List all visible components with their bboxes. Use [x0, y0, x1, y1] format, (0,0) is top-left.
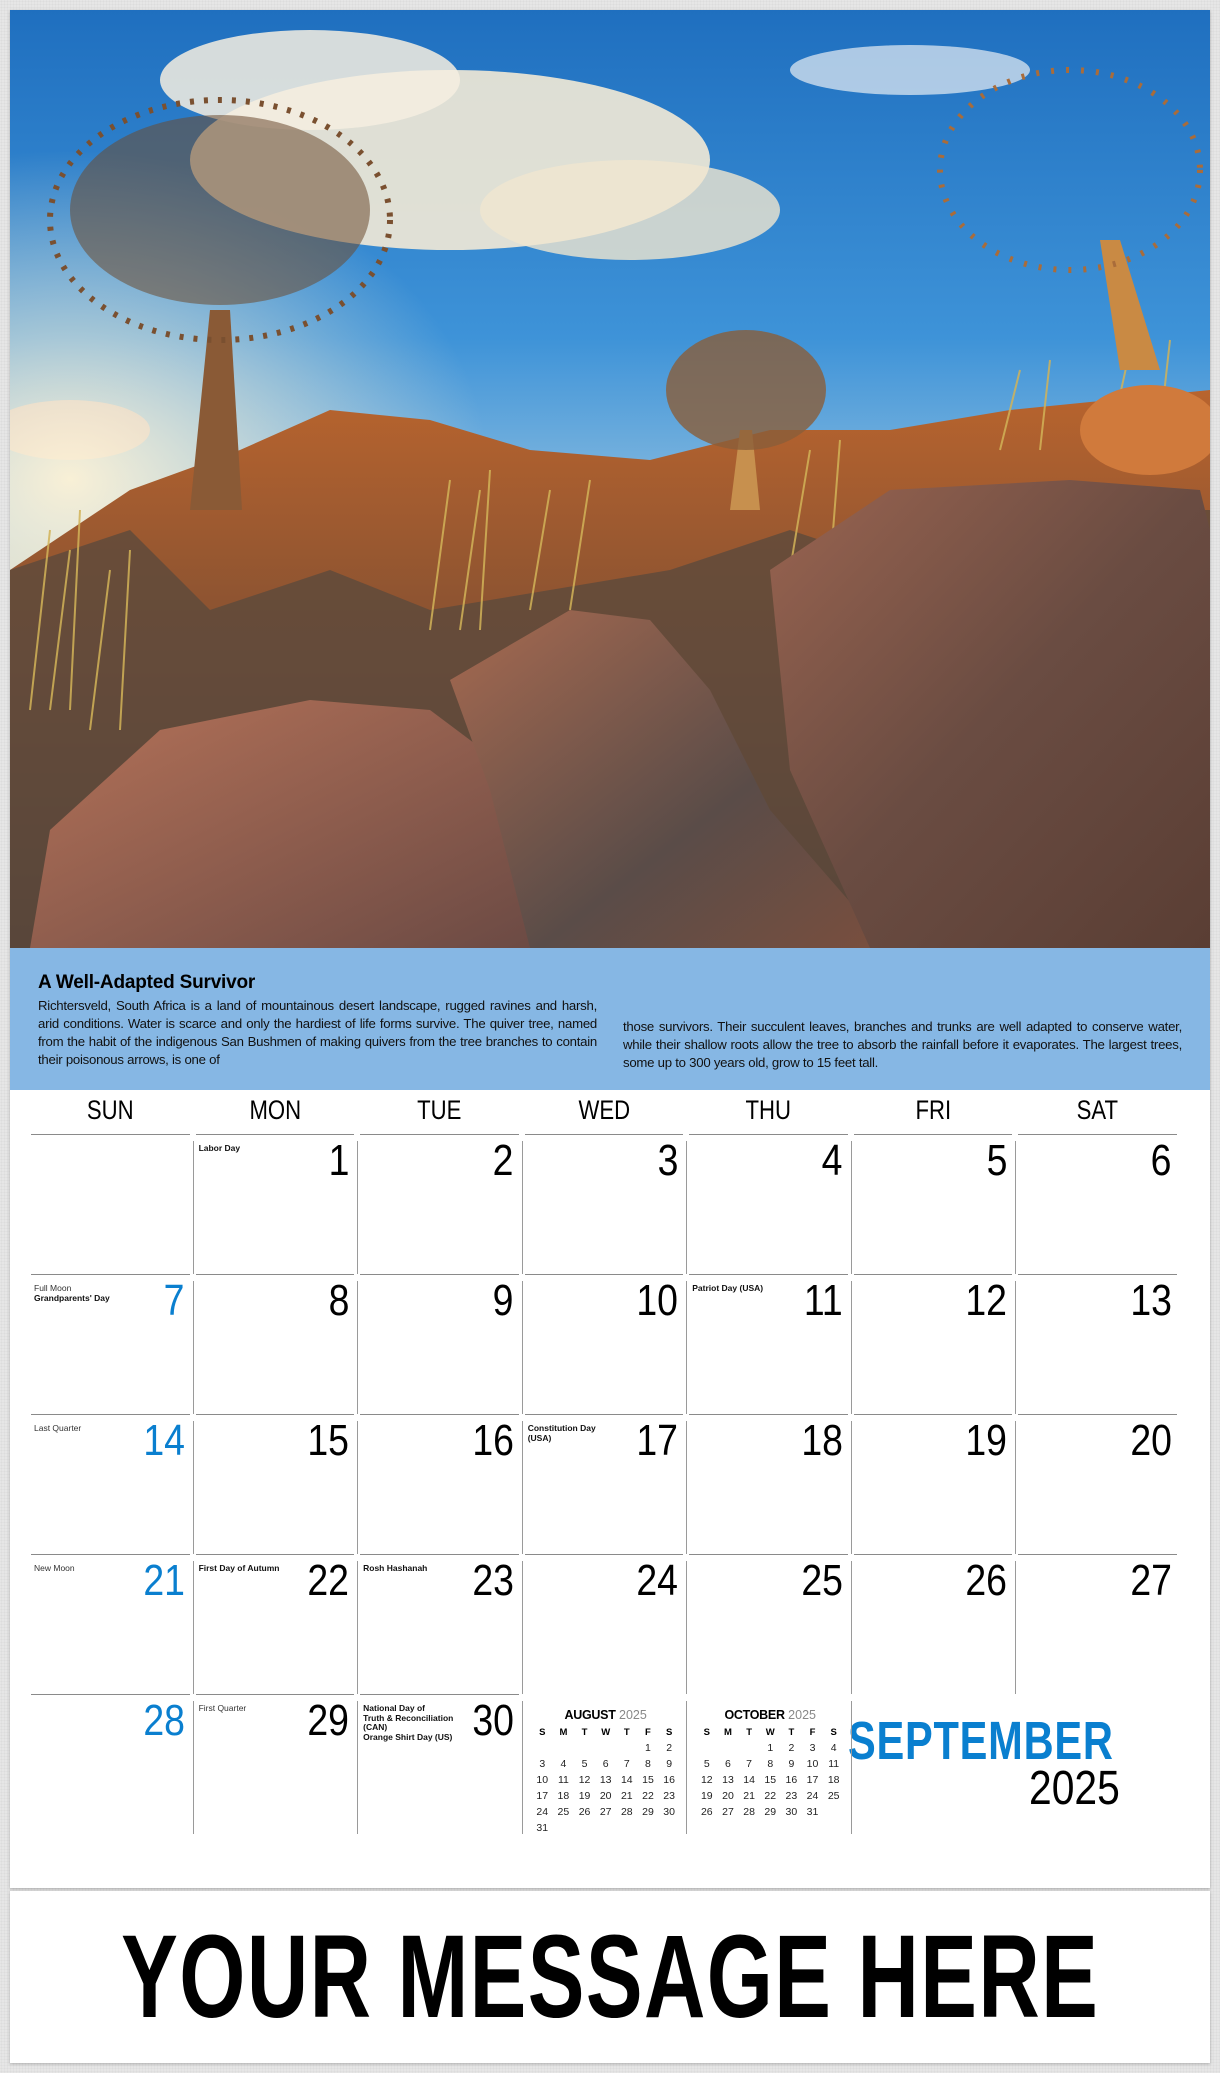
- week-row: [28, 1134, 1180, 1274]
- day-cell[interactable]: [522, 1134, 687, 1274]
- day-number: 23: [472, 1556, 514, 1605]
- caption-text-left: Richtersveld, South Africa is a land of mountainous desert landscape, rugged ravines and harsh, arid conditions. Water is scarce and only the hardiest of life forms survive. The quiver tree, named from the habit of the indigenous San Bushmen of making quivers from the tree branches to contain their poisonous arrows, is one of: [38, 998, 597, 1067]
- day-note: Full Moon Grandparents' Day: [34, 1283, 110, 1303]
- month-title: [847, 1711, 1171, 1815]
- day-number: 16: [472, 1416, 514, 1465]
- day-cell[interactable]: [522, 1274, 687, 1414]
- day-of-week-header: [28, 1092, 1180, 1134]
- day-number: 19: [965, 1416, 1008, 1465]
- mini-calendar-cell: [686, 1694, 851, 1834]
- day-note: First Quarter: [198, 1703, 247, 1713]
- day-number: 18: [801, 1416, 843, 1465]
- day-number: 12: [965, 1276, 1008, 1325]
- day-cell[interactable]: [851, 1274, 1016, 1414]
- day-number: 1: [328, 1136, 350, 1185]
- quiver-tree-scene-illustration: [10, 10, 1210, 948]
- day-number: 11: [803, 1276, 843, 1325]
- advertiser-message-strip: [10, 1891, 1210, 2063]
- day-cell[interactable]: [851, 1414, 1016, 1554]
- month-title-cell: [847, 1694, 1180, 1834]
- dow-mon: MON: [249, 1095, 301, 1125]
- day-number: 22: [307, 1556, 350, 1605]
- day-note: New Moon: [34, 1563, 75, 1573]
- week-row: [28, 1414, 1180, 1554]
- day-note: First Day of Autumn: [198, 1563, 280, 1573]
- caption-text-right: those survivors. Their succulent leaves, branches and trunks are well adapted to conserve water, while their shallow roots allow the tree to absorb the rainfall before it evaporates. The largest trees, some up to 300 years old, grow to 15 feet tall.: [623, 1019, 1182, 1070]
- day-cell[interactable]: [686, 1274, 851, 1414]
- day-cell[interactable]: [357, 1274, 522, 1414]
- dow-fri: FRI: [915, 1095, 951, 1125]
- week-row: [28, 1554, 1180, 1694]
- day-cell[interactable]: [522, 1554, 687, 1694]
- day-number: 29: [307, 1696, 350, 1745]
- caption-title: A Well-Adapted Survivor: [38, 972, 256, 993]
- day-note: Rosh Hashanah: [363, 1563, 428, 1573]
- day-number: 26: [965, 1556, 1008, 1605]
- mini-calendar-october: [696, 1708, 844, 1820]
- day-cell[interactable]: [193, 1554, 358, 1694]
- day-cell[interactable]: [193, 1134, 358, 1274]
- day-cell-empty: [28, 1134, 193, 1274]
- day-number: 17: [636, 1416, 679, 1465]
- day-number: 10: [636, 1276, 679, 1325]
- day-cell[interactable]: [28, 1274, 193, 1414]
- day-number: 5: [986, 1136, 1008, 1185]
- day-number: 20: [1130, 1416, 1172, 1465]
- year-label: 2025: [1029, 1762, 1121, 1815]
- day-cell[interactable]: [28, 1554, 193, 1694]
- day-note: Labor Day: [198, 1143, 241, 1153]
- day-cell[interactable]: [522, 1414, 687, 1554]
- day-cell[interactable]: [357, 1554, 522, 1694]
- day-cell[interactable]: [357, 1134, 522, 1274]
- mini-calendar-title: AUGUST 2025: [564, 1708, 647, 1722]
- day-number: 27: [1130, 1556, 1172, 1605]
- day-number: 8: [328, 1276, 350, 1325]
- day-number: 24: [636, 1556, 679, 1605]
- day-number: 9: [492, 1276, 514, 1325]
- mini-calendar-table: S M T W T F S 1 2 3 4 5 6 7 8 9 10 11 12 13 14 15 16 17 18 19 20 21 22 23 24 25 26 27 28 29 30 31: [536, 1727, 675, 1834]
- day-cell[interactable]: [28, 1414, 193, 1554]
- dow-sun: SUN: [86, 1095, 134, 1125]
- dow-thu: THU: [745, 1095, 792, 1125]
- dow-wed: WED: [578, 1095, 630, 1125]
- day-note: Constitution Day (USA): [527, 1423, 596, 1443]
- advertiser-message: YOUR MESSAGE HERE: [120, 1911, 1100, 2043]
- day-note: National Day of Truth & Reconciliation (CAN) Orange Shirt Day (US): [363, 1703, 454, 1742]
- day-cell[interactable]: [686, 1134, 851, 1274]
- day-number: 3: [657, 1136, 679, 1185]
- day-cell[interactable]: [1015, 1554, 1180, 1694]
- day-number: 2: [492, 1136, 514, 1185]
- day-cell[interactable]: [1015, 1134, 1180, 1274]
- week-row: [28, 1694, 1180, 1834]
- day-note: Patriot Day (USA): [692, 1283, 764, 1293]
- day-cell[interactable]: [686, 1414, 851, 1554]
- week-row: [28, 1274, 1180, 1414]
- day-cell[interactable]: [1015, 1414, 1180, 1554]
- month-grid: [28, 1092, 1180, 1834]
- day-cell[interactable]: [357, 1414, 522, 1554]
- mini-calendar-title: OCTOBER 2025: [724, 1708, 816, 1722]
- landscape-photo: [10, 10, 1210, 948]
- day-cell[interactable]: [193, 1414, 358, 1554]
- mini-calendar-cell: [522, 1694, 687, 1834]
- day-cell[interactable]: [193, 1694, 358, 1834]
- day-cell[interactable]: [851, 1554, 1016, 1694]
- day-number: 14: [142, 1416, 185, 1465]
- day-number: 13: [1130, 1276, 1172, 1325]
- month-name: SEPTEMBER: [847, 1711, 1114, 1771]
- day-cell[interactable]: [1015, 1274, 1180, 1414]
- mini-calendar-table: S M T W T F S 1 2 3 4 5 6 7 8 9 10 11 12 13 14 15 16 17 18 19 20 21 22 23 24 25 26 27 28 29 30 31: [700, 1727, 840, 1818]
- day-cell[interactable]: [686, 1554, 851, 1694]
- day-cell[interactable]: [193, 1274, 358, 1414]
- day-number: 30: [472, 1696, 514, 1745]
- day-number: 21: [142, 1556, 185, 1605]
- mini-calendar-august: [532, 1708, 680, 1836]
- day-number: 4: [822, 1136, 843, 1185]
- photo-caption: [10, 948, 1210, 1090]
- dow-sat: SAT: [1076, 1095, 1119, 1125]
- day-note: Last Quarter: [34, 1423, 82, 1433]
- dow-tue: TUE: [417, 1095, 462, 1125]
- day-number: 25: [801, 1556, 843, 1605]
- day-cell[interactable]: [851, 1134, 1016, 1274]
- day-cell[interactable]: [28, 1694, 193, 1834]
- day-number: 28: [142, 1696, 185, 1745]
- day-cell[interactable]: [357, 1694, 522, 1834]
- day-number: 15: [307, 1416, 350, 1465]
- day-number: 6: [1151, 1136, 1172, 1185]
- day-number: 7: [163, 1276, 185, 1325]
